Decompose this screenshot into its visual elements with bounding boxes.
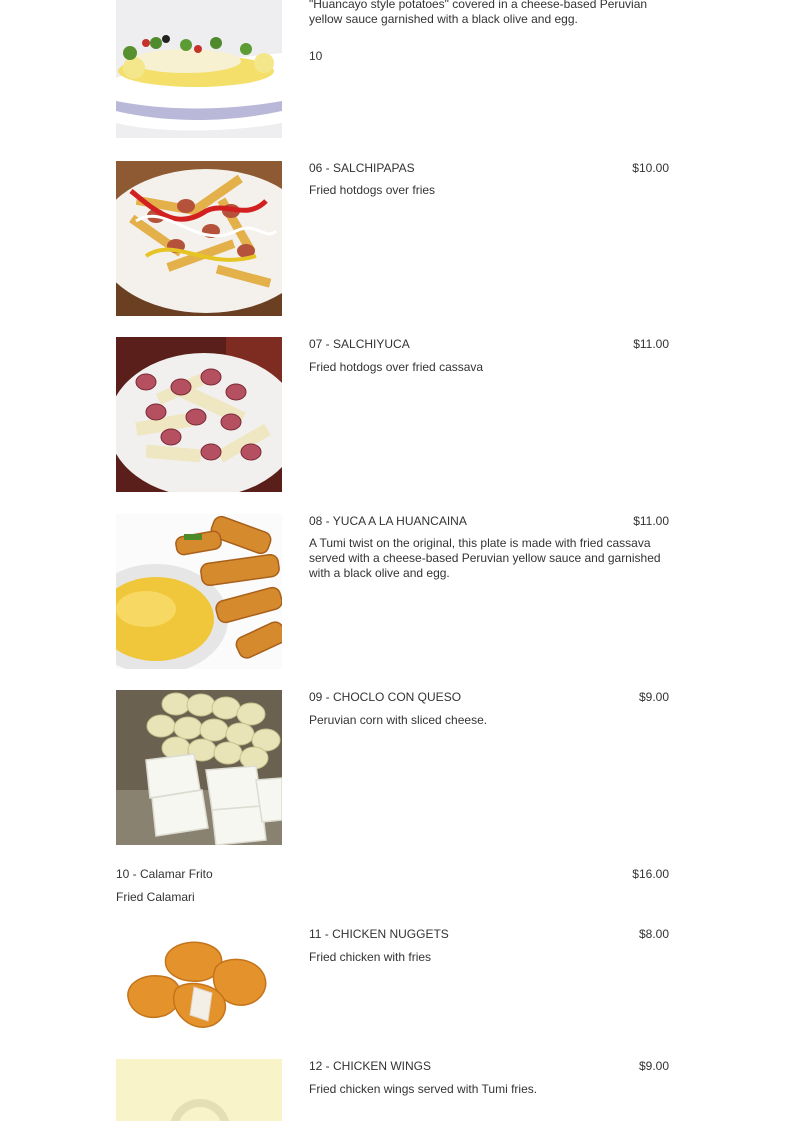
choclo-queso-photo[interactable] [116,690,282,845]
chicken-nuggets-photo[interactable] [116,927,282,1037]
menu-item-description: Fried chicken wings served with Tumi fries. [309,1082,538,1096]
menu-item-name: 11 - CHICKEN NUGGETS [309,927,449,941]
menu-item-price: $16.00 [632,867,669,881]
salchiyuca-photo[interactable] [116,337,282,492]
menu-item-price: $11.00 [633,337,669,351]
papa-huancaina-photo[interactable] [116,0,282,138]
menu-item-description: A Tumi twist on the original, this plate is made with fried cassava served with a cheese-based Peruvian yellow sauce and garnished with a black olive and egg. [309,536,661,580]
menu-item-name: 12 - CHICKEN WINGS [309,1059,432,1073]
menu-item-description: Peruvian corn with sliced cheese. [309,713,488,727]
menu-item-description: Fried chicken with fries [309,950,432,964]
menu-item-description: "Huancayo style potatoes" covered in a cheese-based Peruvian yellow sauce garnished with a black olive and egg. [309,0,648,26]
menu-item-name: 09 - CHOCLO CON QUESO [309,690,462,704]
menu-item-name: 10 - Calamar Frito [116,867,213,881]
menu-item-price: $11.00 [633,514,669,528]
menu-item-description: Fried hotdogs over fried cassava [309,360,484,374]
menu-item-price: $8.00 [638,927,669,941]
salchipapas-photo[interactable] [116,161,282,316]
menu-item-price: $9.00 [638,1059,669,1073]
yuca-huancaina-photo[interactable] [116,514,282,669]
menu-item-name: 08 - YUCA A LA HUANCAINA [309,514,467,528]
menu-item-extra: 10 [309,49,323,63]
menu-item-price: $10.00 [632,161,669,175]
placeholder-image-icon[interactable] [116,1059,282,1121]
menu-item-name: 07 - SALCHIYUCA [309,337,410,351]
menu-item-price: $9.00 [638,690,669,704]
menu-item-name: 06 - SALCHIPAPAS [309,161,415,175]
menu-item-description: Fried hotdogs over fries [309,183,436,197]
menu-item-description: Fried Calamari [116,890,195,904]
